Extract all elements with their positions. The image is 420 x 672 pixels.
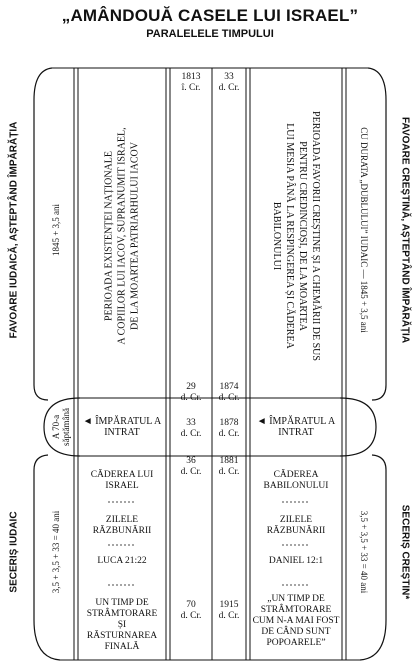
left-trouble: UN TIMP DE STRÂMTORARE ȘI RĂSTURNAREA FINALĂ	[86, 598, 158, 652]
date-1915: 1915 d. Cr.	[218, 600, 240, 621]
right-vengeance: ZILELE RĂZBUNĂRII	[266, 515, 326, 536]
left-vengeance: ZILELE RĂZBUNĂRII	[92, 515, 152, 536]
left-favor-label: FAVOARE IUDAICĂ, AȘTEPTÂND ÎMPĂRĂȚIA	[8, 121, 20, 339]
left-reference: LUCA 21:22	[97, 556, 147, 566]
right-trouble: „UN TIMP DE STRÂMTORARE CUM N-A MAI FOST DE CÂND SUNT POPOARELE”	[252, 594, 340, 648]
page-subtitle: PARALELELE TIMPULUI	[146, 28, 274, 40]
date-33-start: 33 d. Cr.	[218, 72, 240, 93]
right-king-entered: ◄ ÎMPĂRATUL A INTRAT	[256, 416, 336, 438]
left-harvest-label: SECERIȘ IUDAIC	[8, 511, 20, 593]
date-1878: 1878 d. Cr.	[218, 418, 240, 439]
date-1881: 1881 d. Cr.	[218, 456, 240, 477]
right-fall: CĂDEREA BABILONULUI	[263, 470, 329, 491]
left-harvest-duration: 3,5 + 3,5 + 33 = 40 ani	[51, 510, 61, 594]
right-reference: DANIEL 12:1	[268, 556, 324, 566]
date-36: 36 d. Cr.	[180, 456, 202, 477]
left-period-text: PERIOADA EXISTENȚEI NAȚIONALE A COPIILOR LUI IACOV, SUPRANUMIT ISRAEL, DE LA MOARTEA PATRIARHULUI IACOV	[103, 127, 141, 345]
right-rounded-end	[340, 398, 376, 456]
right-harvest-label: SECERIȘ CREȘTIN*	[399, 504, 411, 600]
right-favor-label: FAVOARE CREȘTINĂ, AȘTEPTÂND ÎMPĂRĂȚIA	[399, 116, 411, 344]
left-favor-duration: 1845 + 3,5 ani	[51, 203, 61, 257]
left-top-bracket	[34, 68, 52, 400]
date-70: 70 d. Cr.	[180, 600, 202, 621]
right-favor-duration: CU DURATA „DUBLULUI” IUDAIC — 1845 + 3,5 ani	[359, 127, 369, 333]
page-title: „AMÂNDOUĂ CASELE LUI ISRAEL”	[61, 6, 359, 25]
date-1813: 1813 î. Cr.	[181, 72, 201, 93]
right-top-bracket	[368, 68, 386, 400]
date-1874: 1874 d. Cr.	[218, 382, 240, 403]
date-29: 29 d. Cr.	[180, 382, 202, 403]
left-king-entered: ◄ ÎMPĂRATUL A INTRAT	[82, 416, 162, 438]
date-33: 33 d. Cr.	[180, 418, 202, 439]
right-period-text: PERIOADA FAVORII CREȘTINE ȘI A CHEMĂRII DE SUS PENTRU CREDINCIOȘI, DE LA MOARTEA LUI MESIA PÂNĂ LA RESPINGEREA ȘI CĂDEREA BABILONULUI	[271, 111, 321, 361]
right-harvest-duration: 3,5 + 3,5 + 33 = 40 ani	[359, 510, 369, 594]
week-70-label: A 70-a săptămână	[51, 408, 71, 446]
left-fall: CĂDEREA LUI ISRAEL	[90, 470, 154, 491]
